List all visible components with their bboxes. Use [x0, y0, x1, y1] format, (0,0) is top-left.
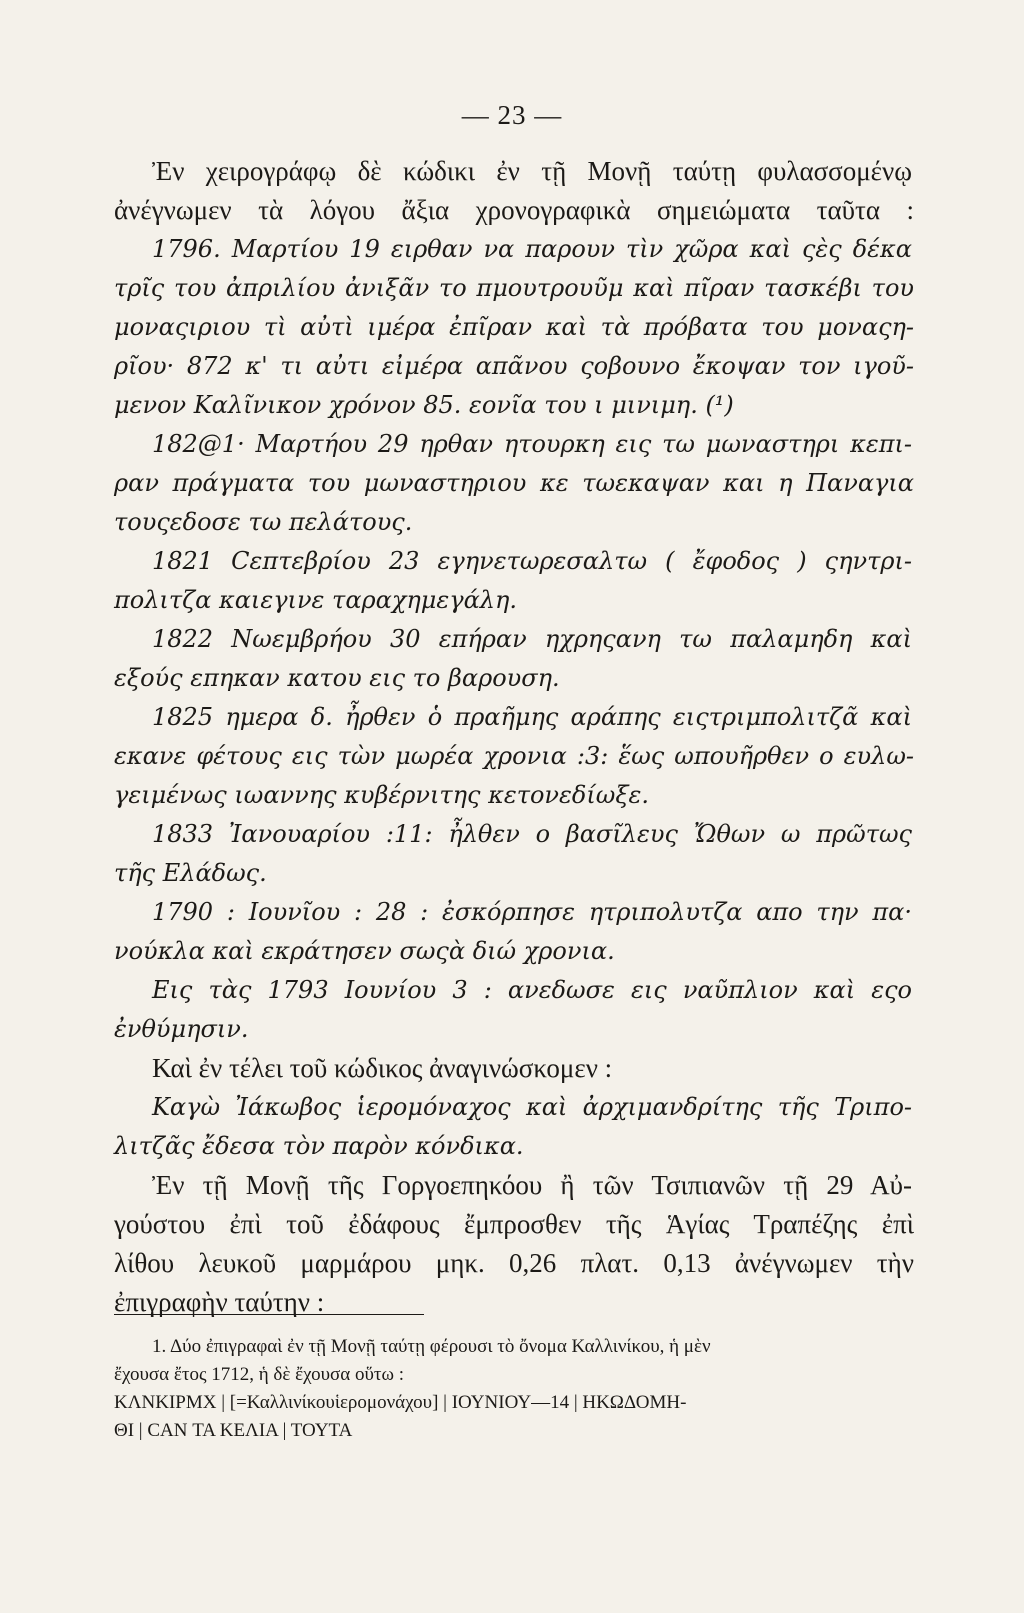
chronicle-line: πολιτζα καιεγινε ταραχημεγάλη.	[114, 586, 518, 614]
text-line: Ἐν χειρογράφῳ δὲ κώδικι ἐν τῇ Μονῇ ταύτῃ φυλασσομένῳ	[152, 156, 912, 186]
text-line: λίθου λευκοῦ μαρμάρου μηκ. 0,26 πλατ. 0,13 ἀνέγνωμεν τὴν	[114, 1248, 914, 1278]
chronicle-line: 1796. Μαρτίου 19 ειρθαν να παρουν τὶν χῶρα καὶ ςὲς δέκα	[152, 235, 912, 263]
chronicle-line: μενον Καλῖνικον χρόνον 85. εονῖα του ι μινιμη. (¹)	[114, 391, 734, 419]
colophon-line: λιτζᾶς ἔδεσα τὸν παρὸν κόνδικα.	[114, 1132, 524, 1160]
chronicle-line: 1825 ημερα δ. ἦρθεν ὁ πραῆμης αράπης ειςτριμπολιτζᾶ καὶ	[152, 703, 912, 731]
chronicle-line: 1833 Ἰανουαρίου :11: ἦλθεν ο βασῖλευς Ὤθων ω πρῶτως	[152, 820, 912, 848]
chronicle-line: γειμένως ιωαννης κυβέρνιτης κετονεδίωξε.	[114, 781, 650, 809]
chronicle-line: 182@1· Μαρτήου 29 ηρθαν ητουρκη εις τω μωναστηρι κεπι-	[152, 430, 912, 458]
colophon-line: Καγὼ Ἰάκωβος ἱερομόναχος καὶ ἀρχιμανδρίτης τῆς Τριπο-	[152, 1093, 912, 1121]
footnote-line: 1. Δύο ἐπιγραφαὶ ἐν τῇ Μονῇ ταύτῃ φέρουσι τὸ ὄνομα Καλλινίκου, ἡ μὲν	[152, 1336, 711, 1357]
chronicle-line: τουςεδοσε τω πελάτους.	[114, 508, 413, 536]
chronicle-line: Εις τὰς 1793 Ιουνίου 3 : ανεδωσε εις ναῦπλιον καὶ εςο	[152, 976, 912, 1004]
page-number: — 23 —	[461, 100, 563, 130]
footnote-line: ἔχουσα ἔτος 1712, ἡ δὲ ἔχουσα οὕτω :	[114, 1364, 405, 1385]
text-line: ἐπιγραφὴν ταύτην :	[114, 1287, 325, 1317]
chronicle-line: ἐνθύμησιν.	[114, 1015, 249, 1043]
chronicle-line: 1822 Νωεμβρήου 30 επήραν ηχρηςανη τω παλαμηδη καὶ	[152, 625, 912, 653]
chronicle-line: ραν πράγματα του μωναστηριου κε τωεκαψαν και η Παναγια	[114, 469, 914, 497]
text-line: Καὶ ἐν τέλει τοῦ κώδικος ἀναγινώσκομεν :	[152, 1053, 613, 1083]
chronicle-line: ρῖου· 872 κ' τι αὐτι εἰμέρα απᾶνου ςοβουνο ἔκοψαν τον ιγοῦ-	[114, 352, 914, 380]
footnote-line: ΘΙ | CAN ΤΑ ΚΕΛΙΑ | ΤΟΥΤΑ	[114, 1420, 353, 1441]
chronicle-line: τρῖς του ἀπριλίου ἀνιξᾶν το πμουτρουῦμ καὶ πῖραν τασκέβι του	[114, 274, 914, 302]
text-line: ἀνέγνωμεν τὰ λόγου ἄξια χρονογραφικὰ σημειώματα ταῦτα :	[114, 195, 914, 225]
text-line: γούστου ἐπὶ τοῦ ἐδάφους ἔμπροσθεν τῆς Ἁγίας Τραπέζης ἐπὶ	[114, 1209, 914, 1239]
footnote-line: ΚΛΝΚΙΡΜΧ | [=Καλλινίκουἱερομονάχου] | ΙΟΥΝΙΟΥ—14 | ΗΚΩΔΟΜΗ-	[114, 1392, 687, 1413]
chronicle-line: νούκλα καὶ εκράτησεν σωςὰ διώ χρονια.	[114, 937, 615, 965]
chronicle-line: μοναςιριου τὶ αὐτὶ ιμέρα ἐπῖραν καὶ τὰ πρόβατα του μοναςη-	[114, 313, 914, 341]
chronicle-line: 1821 Cεπτεβρίου 23 εγηνετωρεσαλτω ( ἔφοδος ) ςηντρι-	[152, 547, 912, 575]
chronicle-line: τῆς Ελάδως.	[114, 859, 267, 887]
footnote-divider	[114, 1314, 424, 1315]
text-line: Ἐν τῇ Μονῇ τῆς Γοργοεπηκόου ἢ τῶν Τσιπιανῶν τῇ 29 Αὐ-	[152, 1170, 912, 1200]
chronicle-line: 1790 : Ιουνῖου : 28 : ἐσκόρπησε ητριπολυτζα απο την πα·	[152, 898, 912, 926]
chronicle-line: εκανε φέτους εις τὼν μωρέα χρονια :3: ἕως ωπουῆρθεν ο ευλω-	[114, 742, 914, 770]
chronicle-line: εξούς επηκαν κατου εις το βαρουση.	[114, 664, 560, 692]
